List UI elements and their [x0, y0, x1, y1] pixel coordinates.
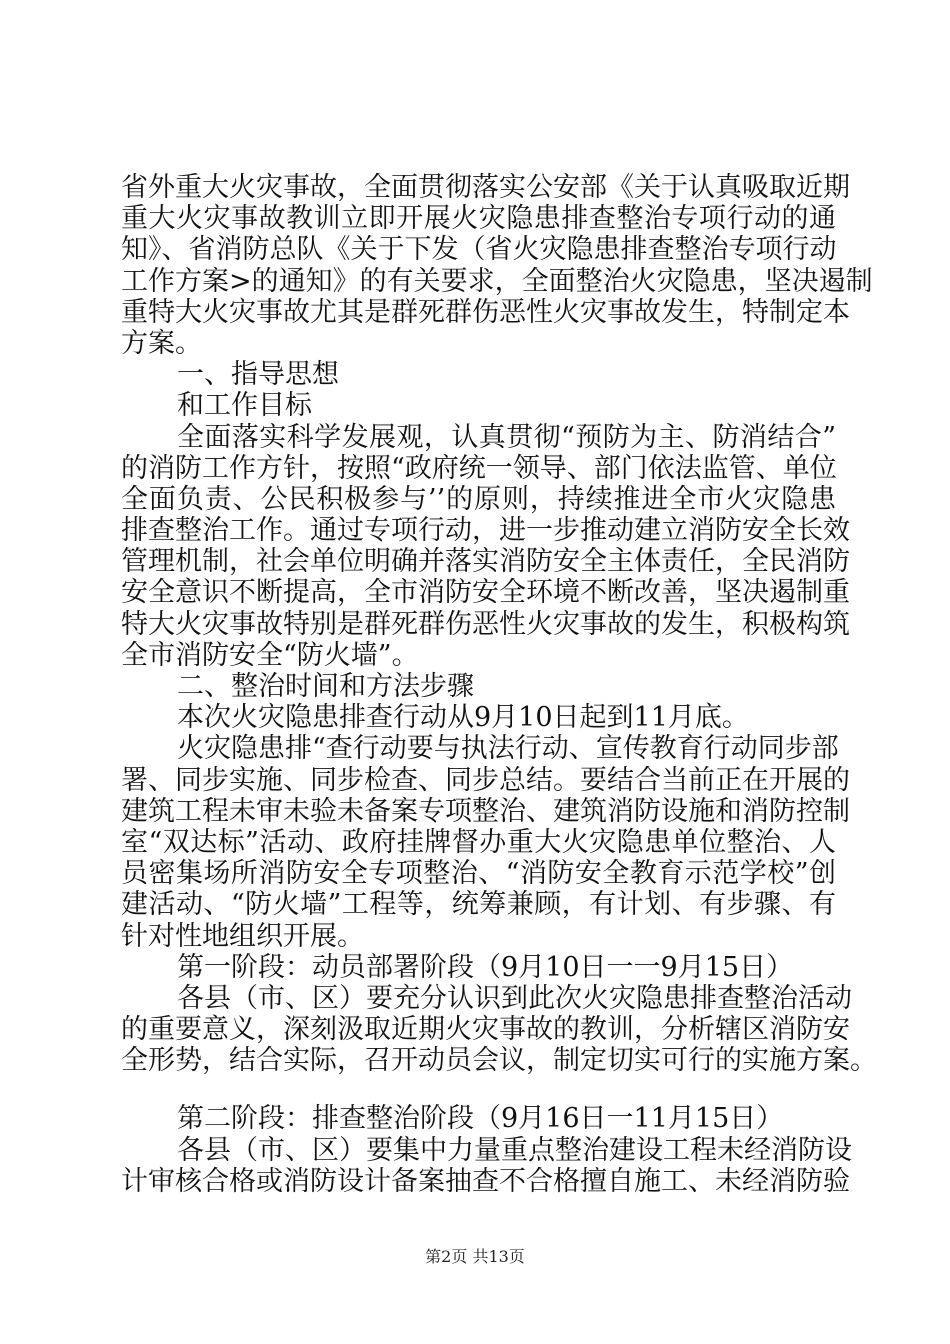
- section-heading: 二、整治时间和方法步骤: [177, 671, 474, 702]
- text-line: 排查整治工作。通过专项行动，进一步推动建立消防安全长效: [121, 515, 850, 547]
- text-line: 特大火灾事故特别是群死群伤恶性火灾事故的发生，积极构筑: [121, 608, 850, 640]
- text-line: 管理机制，社会单位明确并落实消防安全主体责任，全民消防: [121, 546, 850, 578]
- text-line: 工作方案>的通知》的有关要求，全面整治火灾隐患，坚决遏制: [121, 265, 873, 297]
- text-line: 室“双达标”活动、政府挂牌督办重大火灾隐患单位整治、人: [121, 826, 836, 858]
- text-line: 计审核合格或消防设计备案抽查不合格擅自施工、未经消防验: [121, 1165, 850, 1197]
- text-line: 知》、省消防总队《关于下发（省火灾隐患排查整治专项行动: [121, 234, 837, 266]
- text-line: 本次火灾隐患排查行动从9月10日起到11月底。: [177, 702, 749, 734]
- text-line: 省外重大火灾事故，全面贯彻落实公安部《关于认真吸取近期: [121, 172, 850, 203]
- text-line: 全市消防安全“防火墙”。: [121, 639, 419, 671]
- page-number-footer: 第2页 共13页: [425, 1247, 525, 1266]
- phase-heading: 第二阶段：排查整治阶段（9月16日一11月15日）: [177, 1103, 784, 1135]
- section-heading: 一、指导思想: [177, 359, 339, 391]
- text-line: 安全意识不断提高，全市消防安全环境不断改善，坚决遏制重: [121, 577, 850, 609]
- phase-heading: 第一阶段：动员部署阶段（9月10日一一9月15日）: [177, 951, 794, 983]
- text-line: 全面落实科学发展观，认真贯彻“预防为主、防消结合”: [177, 421, 836, 453]
- text-line: 全形势，结合实际，召开动员会议，制定切实可行的实施方案。: [121, 1045, 877, 1077]
- text-line: 各县（市、区）要充分认识到此次火灾隐患排查整治活动: [177, 982, 852, 1014]
- text-line: 方案。: [121, 327, 202, 359]
- section-heading: 和工作目标: [177, 390, 312, 422]
- document-body: [121, 172, 877, 1197]
- text-line: 的重要意义，深刻汲取近期火灾事故的教训，分析辖区消防安: [121, 1014, 850, 1046]
- text-line: 重特大火灾事故尤其是群死群伤恶性火灾事故发生，特制定本: [121, 296, 850, 328]
- text-line: 全面负责、公民积极参与’’的原则，持续推进全市火灾隐患: [121, 483, 836, 515]
- paragraph-gap: [121, 1076, 836, 1103]
- text-line: 针对性地组织开展。: [121, 920, 364, 952]
- text-line: 火灾隐患排“查行动要与执法行动、宣传教育行动同步部: [177, 733, 839, 765]
- text-line: 重大火灾事故教训立即开展火灾隐患排查整治专项行动的通: [121, 203, 836, 235]
- text-line: 署、同步实施、同步检查、同步总结。要结合当前正在开展的: [121, 764, 850, 796]
- text-line: 的消防工作方针，按照“政府统一领导、部门依法监管、单位: [121, 452, 837, 484]
- text-line: 建筑工程未审未验未备案专项整治、建筑消防设施和消防控制: [121, 795, 850, 827]
- text-line: 各县（市、区）要集中力量重点整治建设工程未经消防设: [177, 1134, 852, 1166]
- text-line: 员密集场所消防安全专项整治、“消防安全教育示范学校”创: [121, 858, 836, 890]
- text-line: 建活动、“防火墙”工程等，统筹兼顾，有计划、有步骤、有: [121, 889, 836, 921]
